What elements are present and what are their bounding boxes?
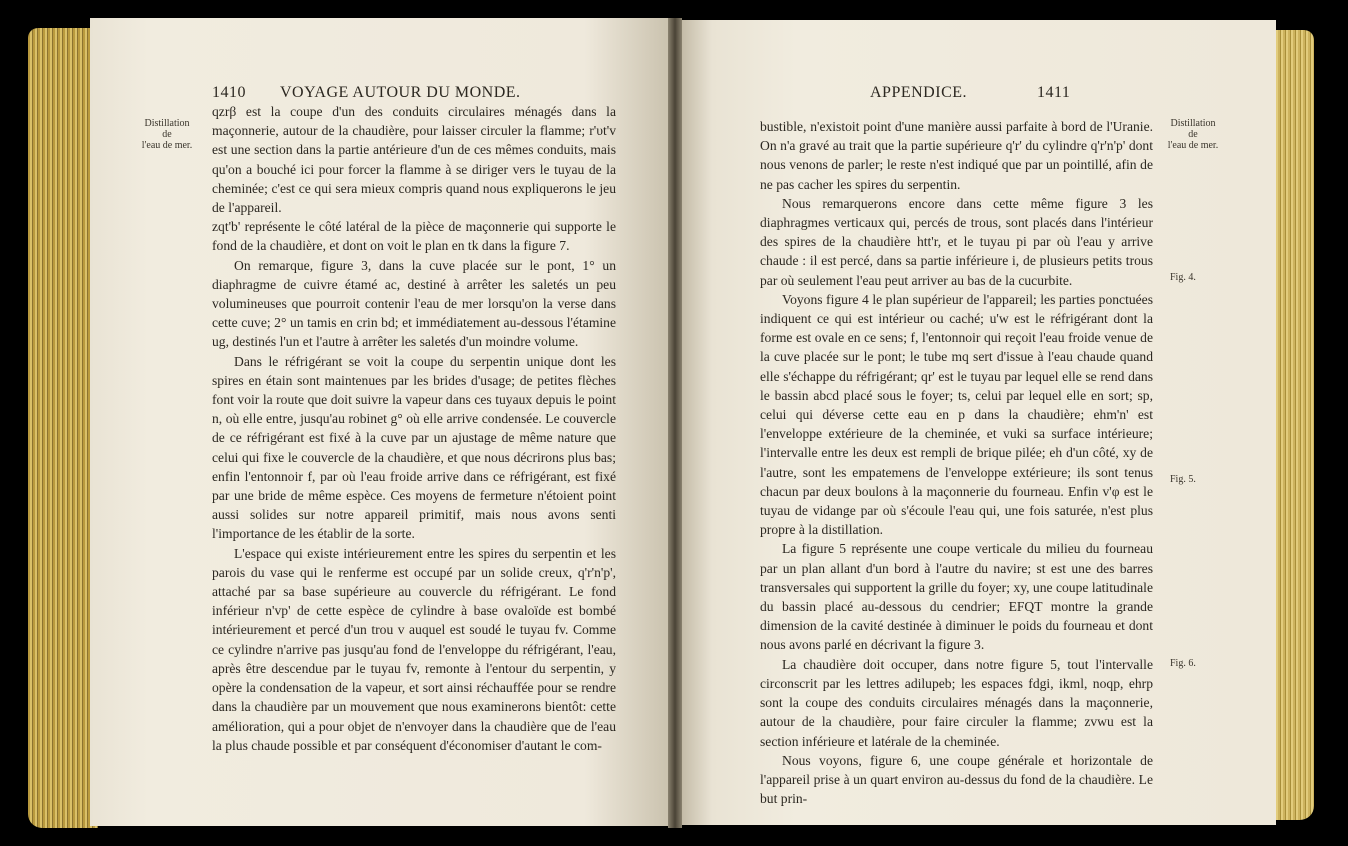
right-body-text bbox=[760, 117, 1153, 808]
left-running-head bbox=[212, 84, 521, 102]
paragraph: On remarque, figure 3, dans la cuve placée sur le pont, 1° un diaphragme de cuivre étamé ac, destiné à arrêter les saletés un peu volumineuses que pourroit contenir l'eau de mer lorsqu'on la verse dans cette cuve; 2° un tamis en crin bd; et immédiatement au-dessous l'étamine ug, destinés l'un et l'autre à arrêter les saletés d'un moindre volume. bbox=[212, 257, 616, 350]
book-gutter bbox=[668, 18, 682, 828]
left-header-title: VOYAGE AUTOUR DU MONDE. bbox=[280, 84, 521, 101]
margin-line: l'eau de mer. bbox=[1167, 140, 1219, 151]
paragraph: zqt'b' représente le côté latéral de la pièce de maçonnerie qui supporte le fond de la chaudière, et dont on voit le plan en tk dans la figure 7. bbox=[212, 219, 616, 254]
left-body-text bbox=[212, 102, 616, 755]
paragraph: Nous voyons, figure 6, une coupe générale et horizontale de l'appareil prise à un quart environ au-dessus du fond de la chaudière. Le but prin- bbox=[760, 752, 1153, 807]
paragraph: Dans le réfrigérant se voit la coupe du serpentin unique dont les spires en étain sont maintenues par les brides d'usage; de petites flèches font voir la route que doit suivre la vapeur dans ces tuyaux depuis le point n, où elle entre, jusqu'au robinet g° où elle arrive condensée. Le couvercle de ce réfrigérant est fixé à la cuve par un ajustage de même nature que celui qui fixe le couvercle de la chaudière, et que nous décrirons plus bas; enfin l'entonnoir f, par où l'eau froide arrive dans ce réfrigérant, est fixé par une bride de même espèce. Ces moyens de fermeture n'étoient point aussi solides sur notre appareil primitif, mais nous avons senti l'importance de les établir de la sorte. bbox=[212, 353, 616, 542]
paragraph: L'espace qui existe intérieurement entre les spires du serpentin et les parois du vase qui le renferme est occupé par un solide creux, q'r'n'p', attaché par sa base supérieure au couvercle du réfrigérant. Le fond inférieur n'vp' de cette espèce de cylindre à base ovaloïde est bombé intérieurement et percé d'un trou v auquel est soudé le tuyau fv. Comme ce cylindre n'arrive pas jusqu'au fond de l'enveloppe du réfrigérant, l'eau, après être descendue par le tuyau fv, remonte à l'entour du serpentin, y opère la condensation de la vapeur, et sort ainsi réchauffée pour se rendre dans la chaudière par un mouvement que nous examinerons bientôt: cette amélioration, qui a pour objet de n'envoyer dans la chaudière que de l'eau la plus chaude possible et par conséquent d'économiser d'autant le com- bbox=[212, 545, 616, 753]
left-margin-note bbox=[136, 118, 198, 151]
paragraph: qzrβ est la coupe d'un des conduits circulaires ménagés dans la maçonnerie, autour de la chaudière, pour laisser circuler la flamme; r'υt'v est une section dans la partie antérieure d'un de ces mêmes conduits, mais qu'on a bouché ici pour forcer la flamme à se diriger vers le tuyau de la cheminée; c'est ce qui sera mieux compris quand nous expliquerons le jeu de l'appareil. bbox=[212, 104, 616, 216]
right-margin-note bbox=[1162, 118, 1224, 151]
figure-ref-4: Fig. 4. bbox=[1170, 272, 1196, 283]
right-header-title: APPENDICE. bbox=[870, 84, 968, 101]
paragraph: Voyons figure 4 le plan supérieur de l'appareil; les parties ponctuées indiquent ce qui est intérieur ou caché; u'w est le réfrigérant dont la forme est ovale en ce sens; f, l'entonnoir qui reçoit l'eau froide venue de la cuve placée sur le pont; le tube mq sert d'issue à l'eau chaude quand elle s'échappe du réfrigérant; qr' est le tuyau par lequel elle se rend dans le bassin abcd placé sous le foyer; ts, celui par lequel elle en sort; sp, celui qui déverse cette eau en p dans la chaudière; ehm'n' est l'enveloppe extérieure de la cheminée, et vuki sa surface intérieure; l'intervalle entre les deux est rempli de brique pilée; eh d'un côté, xy de l'autre, sont les empatemens de l'enveloppe extérieure; ils sont tenus chacun par deux boulons à la maçonnerie du fourneau. Enfin v'φ est le tuyau de vidange par où s'écoule l'eau qui, une fois saturée, n'est plus propre à la distillation. bbox=[760, 291, 1153, 538]
margin-line: Distillation bbox=[1170, 118, 1216, 129]
right-page-number: 1411 bbox=[1037, 84, 1071, 101]
margin-line: Distillation bbox=[144, 118, 190, 129]
margin-line: l'eau de mer. bbox=[141, 140, 193, 151]
paragraph: bustible, n'existoit point d'une manière aussi parfaite à bord de l'Uranie. On n'a gravé au trait que la partie supérieure q'r' du cylindre q'r'n'p' dont nous venons de parler; le reste n'est indiqué que par un pointillé, afin de ne pas cacher les spires du serpentin. bbox=[760, 119, 1153, 192]
paragraph: La figure 5 représente une coupe verticale du milieu du fourneau par un plan allant d'un bord à l'autre du navire; st est une des barres transversales qui supportent la grille du foyer; xy, une coupe latitudinale du bassin placé au-dessous du cendrier; EFQT montre la grande dimension de la cavité destinée à diminuer le poids du fourneau et dont nous avons parlé en décrivant la figure 3. bbox=[760, 541, 1153, 653]
figure-ref-6: Fig. 6. bbox=[1170, 658, 1196, 669]
paragraph: La chaudière doit occuper, dans notre figure 5, tout l'intervalle circonscrit par les lettres adilupeb; les espaces fdgi, ikml, noqp, ehrp sont la coupe des conduits circulaires ménagés dans la maçonnerie, autour de la chaudière, pour faire circuler la flamme; zvwu est la section inférieure et latérale de la cheminée. bbox=[760, 656, 1153, 749]
right-running-head bbox=[870, 84, 1070, 102]
figure-ref-5: Fig. 5. bbox=[1170, 474, 1196, 485]
margin-line: de bbox=[162, 129, 172, 140]
page-edges-left bbox=[28, 28, 98, 828]
paragraph: Nous remarquerons encore dans cette même figure 3 les diaphragmes verticaux qui, percés de trous, sont placés dans l'intérieur des spires de la chaudière htt'r, et le tuyau pi par où l'eau y arrive chaude : il est percé, dans sa partie inférieure i, de plusieurs petits trous par où seulement l'eau peut arriver au bas de la cucurbite. bbox=[760, 195, 1153, 288]
left-page-number: 1410 bbox=[212, 84, 246, 101]
margin-line: de bbox=[1188, 129, 1198, 140]
